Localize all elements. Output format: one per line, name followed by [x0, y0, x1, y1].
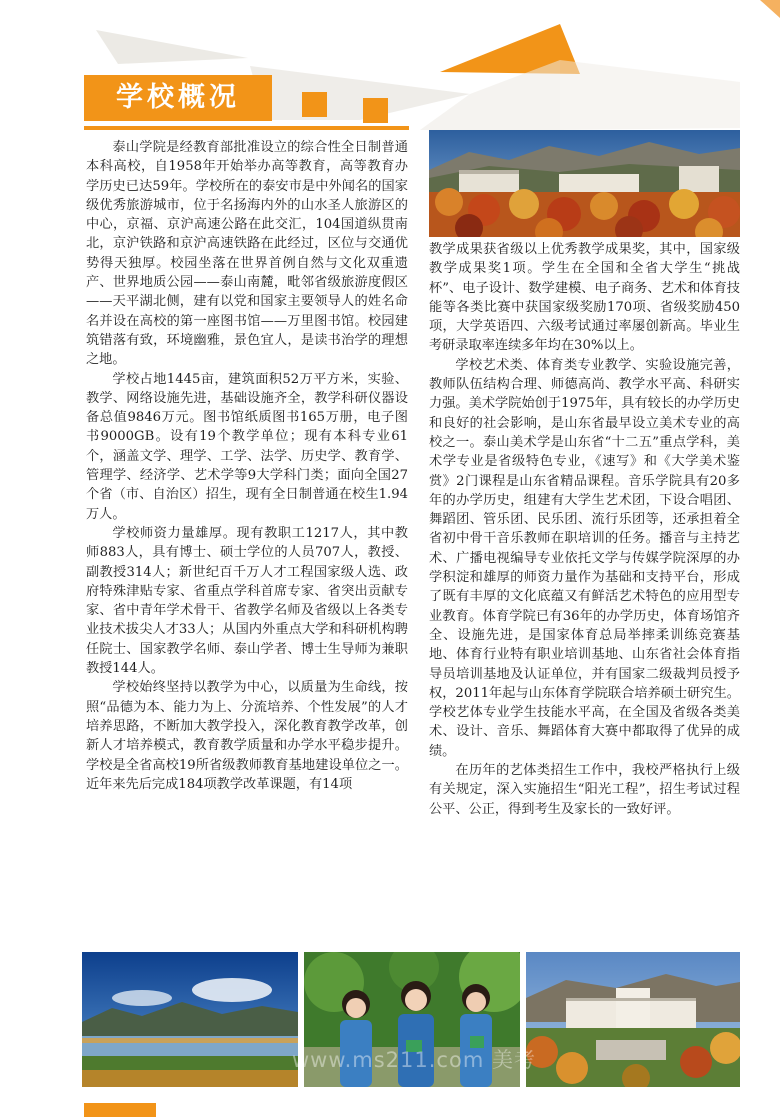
campus-building-photo [526, 952, 740, 1087]
paragraph-admissions: 在历年的艺体类招生工作中，我校严格执行上级有关规定，深入实施招生“阳光工程”，招生考试过程公平、公正，得到考生及家长的一致好评。 [429, 763, 740, 817]
article-left-column [86, 138, 408, 794]
title-underline [84, 126, 409, 130]
campus-autumn-photo [429, 130, 740, 237]
paragraph-teaching-results: 教学成果获省级以上优秀教学成果奖，其中，国家级教学成果奖1项。学生在全国和全省大学生“挑战杯”、电子设计、数学建模、电子商务、艺术和体育技能等各类比赛中获国家级奖励170项、省级奖励450项，大学英语四、六级考试通过率屡创新高。毕业生考研录取率连续多年均在30%以上。 [429, 242, 740, 354]
title-accent-square-2 [363, 98, 388, 123]
mountain-lake-photo [82, 952, 298, 1087]
footer-accent-bar [84, 1103, 156, 1117]
paragraph-campus-facilities: 学校占地1445亩，建筑面积52万平方米，实验、教学、网络设施先进，基础设施齐全，教学科研仪器设备总值9846万元。图书馆纸质图书165万册，电子图书9000GB。设有19个教学单位；现有本科专业61个，涵盖文学、理学、工学、法学、历史学、教育学、管理学、经济学、艺术学等9大学科门类；面向全国27个省（市、自治区）招生，现有全日制普通在校生1.94万人。 [86, 371, 408, 522]
section-title: 学校概况 [84, 75, 272, 121]
paragraph-faculty: 学校师资力量雄厚。现有教职工1217人，其中教师883人，具有博士、硕士学位的人员707人，教授、副教授314人；新世纪百千万人才工程国家级人选、政府特殊津贴专家、省重点学科首席专家、省突出贡献专家、省中青年学术骨干、省教学名师及省级以上各类专业技术拔尖人才33人；从国内外重点大学和科研机构聘任院士、国家教学名师、泰山学者、博士生导师为兼职教授144人。 [86, 525, 408, 677]
paragraph-teaching: 学校始终坚持以教学为中心，以质量为生命线，按照“品德为本、能力为上、分流培养、个性发展”的人才培养思路，不断加大教学投入，深化教育教学改革，创新人才培养模式，教育教学质量和办学水平稳步提升。学校是全省高校19所省级教师教育基地建设单位之一。近年来先后完成184项教学改革课题，有14项 [86, 680, 408, 792]
paragraph-school-intro: 泰山学院是经教育部批准设立的综合性全日制普通本科高校，自1958年开始举办高等教育，高等教育办学历史已达59年。学校所在的泰安市是中外闻名的国家级优秀旅游城市，位于名扬海内外的山水圣人旅游区的中心，京福、京沪高速公路在此交汇，104国道纵贯南北，京沪铁路和京沪高速铁路在此经过，区位与交通优势得天独厚。校园坐落在世界首例自然与文化双重遗产、世界地质公园——泰山南麓，毗邻省级旅游度假区——天平湖北侧，建有以党和国家主要领导人的姓名命名并设在高校的第一座图书馆——万里图书馆。校园建筑错落有致，环境幽雅，景色宜人，是读书治学的理想之地。 [86, 140, 408, 368]
watermark: www.ms211.com 美考 [292, 1048, 536, 1072]
article-right-column [429, 240, 740, 819]
paragraph-arts-sports: 学校艺术类、体育类专业教学、实验设施完善，教师队伍结构合理、师德高尚、教学水平高、科研实力强。美术学院始创于1975年，具有较长的办学历史和良好的社会影响，是山东省最早设立美术专业的高校之一。泰山美术学是山东省“十二五”重点学科，美术学专业是省级特色专业，《速写》和《大学美术鉴赏》2门课程是山东省精品课程。音乐学院具有20多年的办学历史，组建有大学生艺术团，下设合唱团、舞蹈团、管乐团、民乐团、流行乐团等，还承担着全省初中骨干音乐教师在职培训的任务。播音与主持艺术、广播电视编导专业依托文学与传媒学院深厚的办学积淀和雄厚的师资力量作为基础和支持平台，形成了既有丰厚的文化底蕴又有鲜活艺术特色的应用型专业教育。体育学院已有36年的办学历史，体育场馆齐全、设施先进，是国家体育总局举摔柔训练竞赛基地、体育行业特有职业培训基地、山东省社会体育指导员培训基地及认证单位，并有国家二级裁判员授予权，2011年起与山东体育学院联合培养硕士研究生。学校艺体专业学生技能水平高，在全国及省级各类美术、设计、音乐、舞蹈体育大赛中都取得了优异的成绩。 [429, 357, 740, 759]
title-accent-square-1 [302, 92, 327, 117]
